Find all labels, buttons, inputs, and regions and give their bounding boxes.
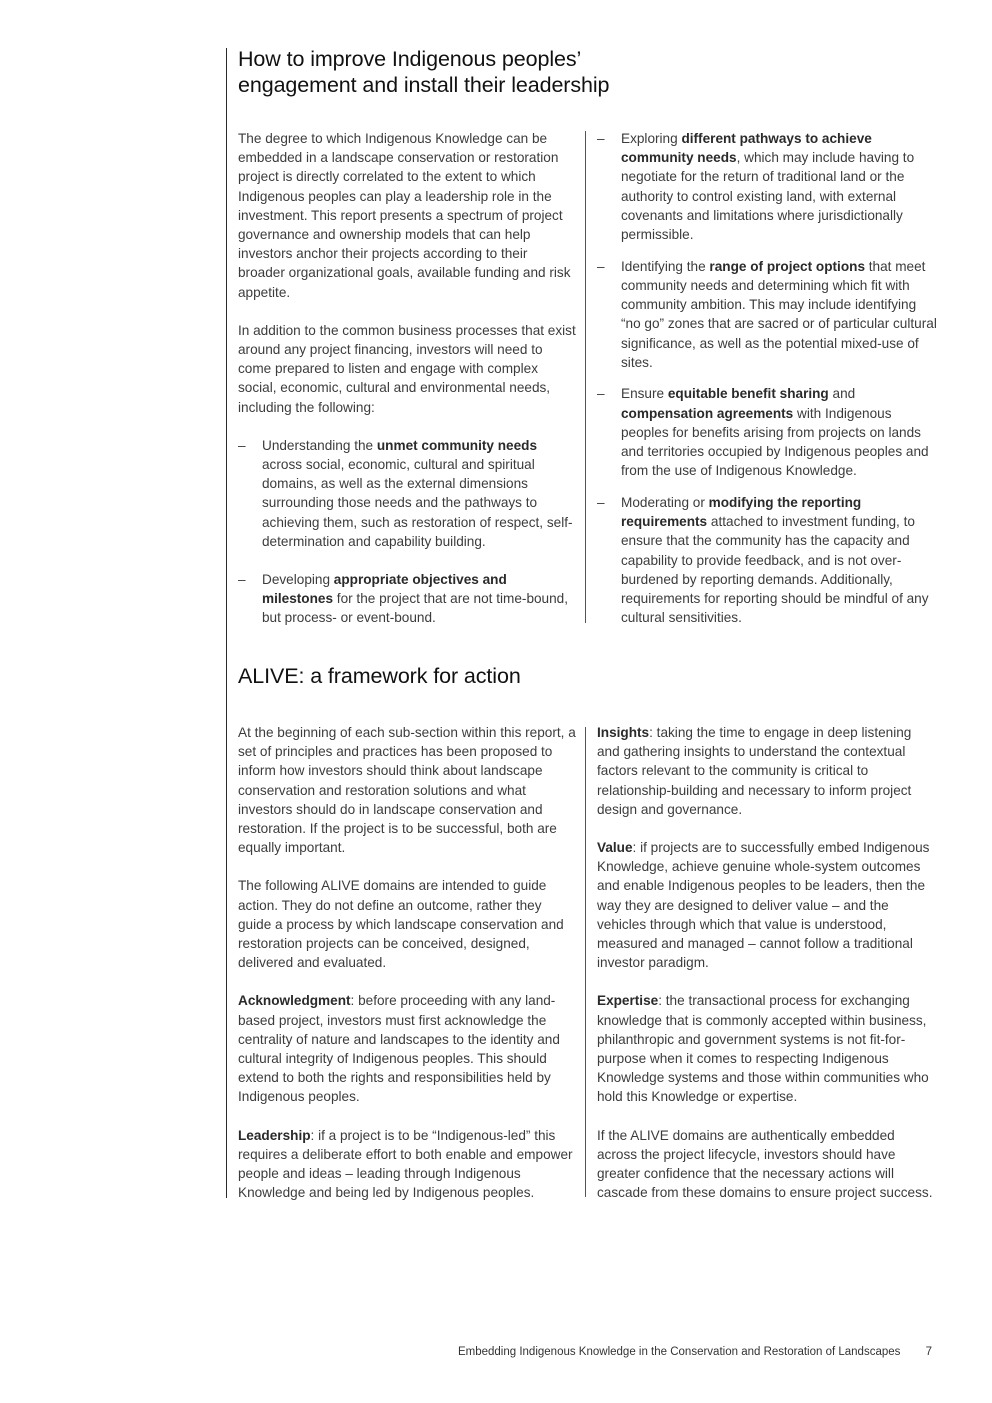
section1-left-column (238, 129, 578, 640)
list-item: – Moderating or modifying the reporting requirements attached to investment funding, to ensure that the community has the capacity and capability to provide feedback, and is not over-burdened by reporting demands. Additionally, requirements for reporting should be mindful of any cultural sensitivities. (597, 493, 937, 627)
section-heading-engagement (238, 46, 609, 98)
section-heading-alive: ALIVE: a framework for action (238, 664, 521, 688)
paragraph: The following ALIVE domains are intended to guide action. They do not define an outcome, rather they guide a process by which landscape conservation and restoration projects can be conceived, designed, delivered and evaluated. (238, 878, 564, 971)
section2-right-column (597, 723, 937, 1221)
section2-left-column (238, 723, 578, 1221)
domain-expertise: Expertise: the transactional process for exchanging knowledge that is commonly accepted within business, philanthropic and government systems is not fit-for-purpose when it comes to respecting Indigenous Knowledge systems and those within communities who hold this Knowledge or expertise. (597, 993, 929, 1105)
list-item: – Identifying the range of project options that meet community needs and determining which fit with community ambition. This may include identifying “no go” zones that are sacred or of particular cultural significance, as well as the potential mixed-use of sites. (597, 257, 937, 372)
list-item: – Understanding the unmet community needs across social, economic, cultural and spiritual domains, as well as the external dimensions surrounding those needs and the pathways to achieving them, such as restoration of respect, self-determination and capability building. (238, 436, 578, 551)
page-footer (458, 1346, 932, 1358)
footer-title: Embedding Indigenous Knowledge in the Conservation and Restoration of Landscapes (457, 1346, 901, 1358)
domain-value: Value: if projects are to successfully embed Indigenous Knowledge, achieve genuine whole-system outcomes and enable Indigenous peoples to be leaders, then the way they are designed to deliver value – and the vehicles through which that value is understood, measured and managed – cannot follow a traditional investor paradigm. (597, 840, 930, 971)
section1-right-column (597, 129, 937, 640)
paragraph: If the ALIVE domains are authentically embedded across the project lifecycle, investors should have greater confidence that the necessary actions will cascade from these domains to ensure project success. (597, 1127, 933, 1201)
column-divider (585, 727, 586, 1197)
page-number: 7 (925, 1346, 932, 1358)
paragraph: At the beginning of each sub-section within this report, a set of principles and practices has been proposed to inform how investors should think about landscape conservation and restoration solutions and what investors should do in landscape conservation and restoration. If the project is to be successful, both are equally important. (238, 725, 576, 856)
list-item: – Exploring different pathways to achieve community needs, which may include having to negotiate for the return of traditional land or the authority to control existing land, with external covenants and limitations where jurisdictionally permissible. (597, 129, 937, 244)
list-item: – Ensure equitable benefit sharing and compensation agreements with Indigenous peoples for benefits arising from projects on lands and territories occupied by Indigenous peoples and from the use of Indigenous Knowledge. (597, 384, 937, 480)
margin-rule (226, 48, 227, 1198)
domain-acknowledgment: Acknowledgment: before proceeding with any land-based project, investors must first acknowledge the centrality of nature and landscapes to the identity and cultural integrity of Indigenous peoples. This should extend to both the rights and responsibilities held by Indigenous peoples. (238, 993, 560, 1105)
paragraph: In addition to the common business processes that exist around any project financing, investors will need to come prepared to listen and engage with complex social, economic, cultural and environmental needs, including the following: (238, 322, 576, 415)
domain-insights: Insights: taking the time to engage in deep listening and gathering insights to understand the contextual factors relevant to the community is critical to relationship-building and necessary to inform project design and governance. (597, 725, 912, 817)
heading-line-2: engagement and install their leadership (238, 73, 610, 97)
bullet-list (238, 436, 578, 628)
list-item: – Developing appropriate objectives and milestones for the project that are not time-bound, but process- or event-bound. (238, 570, 578, 628)
paragraph: The degree to which Indigenous Knowledge can be embedded in a landscape conservation or restoration project is directly correlated to the extent to which Indigenous peoples can play a leadership role in the investment. This report presents a spectrum of project governance and ownership models that can help investors anchor their projects according to their broader organizational goals, available funding and risk appetite. (238, 131, 571, 300)
bullet-list (597, 129, 937, 627)
heading-line-1: How to improve Indigenous peoples’ (238, 47, 582, 71)
column-divider (585, 131, 586, 623)
domain-leadership: Leadership: if a project is to be “Indigenous-led” this requires a deliberate effort to both enable and empower people and ideas – leading through Indigenous Knowledge and being led by Indigenous peoples. (238, 1127, 573, 1201)
